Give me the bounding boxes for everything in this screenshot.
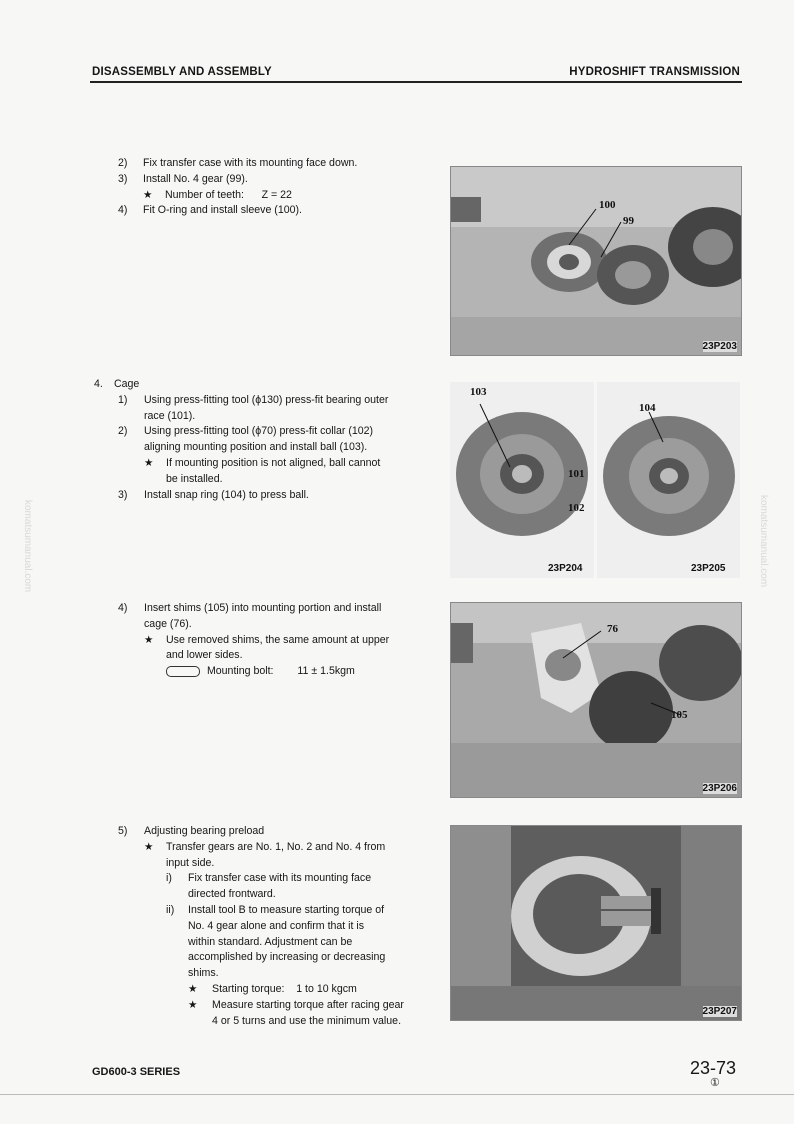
section-shims — [118, 601, 434, 680]
figure-code: 23P203 — [702, 341, 737, 352]
callout-105: 105 — [671, 709, 688, 721]
line: aligning mounting position and install ball (103). — [144, 441, 368, 454]
line: shims. — [188, 967, 219, 980]
line: ★ If mounting position is not aligned, ball cannot — [144, 456, 381, 469]
line: 2) Using press-fitting tool (ϕ70) press-fit collar (102) — [118, 425, 374, 438]
figure-23p205 — [597, 382, 740, 578]
figure-23p204 — [450, 382, 594, 578]
line: accomplished by increasing or decreasing — [188, 951, 386, 964]
callout-99: 99 — [623, 215, 634, 227]
torque-wrench-icon — [166, 666, 200, 677]
bottom-rule — [0, 1094, 794, 1095]
note: ★ Use removed shims, the same amount at upper — [144, 633, 390, 646]
step-2: 2) Fix transfer case with its mounting face down. — [118, 157, 358, 169]
torque-spec: Mounting bolt: 11 ± 1.5kgm — [118, 664, 434, 680]
figure-23p206 — [450, 602, 742, 798]
section-cage — [94, 377, 434, 503]
footer-series: GD600-3 SERIES — [92, 1066, 181, 1078]
watermark-right: komatsumanual.com — [758, 495, 769, 588]
step-3: 3) Install No. 4 gear (99). — [118, 172, 248, 185]
line: 4 or 5 turns and use the minimum value. — [212, 1014, 402, 1027]
line: within standard. Adjustment can be — [188, 935, 353, 948]
note-teeth: ★ Number of teeth: Z = 22 — [143, 188, 292, 201]
callout-102: 102 — [568, 502, 585, 514]
callout-76: 76 — [607, 623, 618, 635]
step-4: 4) Fit O-ring and install sleeve (100). — [118, 204, 302, 217]
note: ★ Transfer gears are No. 1, No. 2 and No. 4 from — [144, 840, 386, 853]
watermark-left: komatsumanual.com — [22, 500, 33, 593]
revision-mark: ① — [710, 1077, 720, 1089]
figure-23p203 — [450, 166, 742, 356]
header-left: DISASSEMBLY AND ASSEMBLY — [92, 66, 272, 78]
figure-code: 23P205 — [691, 563, 726, 574]
line: 3) Install snap ring (104) to press ball. — [118, 488, 309, 501]
line: race (101). — [144, 409, 196, 422]
section-block-1 — [118, 156, 438, 219]
line: No. 4 gear alone and confirm that it is — [188, 919, 365, 932]
line: directed frontward. — [188, 888, 276, 901]
note-measure: ★ Measure starting torque after racing gear — [188, 998, 404, 1011]
figure-23p207 — [450, 825, 742, 1021]
line: and lower sides. — [166, 649, 243, 662]
callout-104: 104 — [639, 402, 656, 414]
line: be installed. — [166, 472, 223, 485]
figure-code: 23P206 — [702, 783, 737, 794]
section-title: 4. Cage — [94, 378, 140, 390]
header-rule — [90, 81, 742, 83]
section-preload — [118, 824, 434, 1029]
substep-i: i) Fix transfer case with its mounting face — [166, 872, 372, 885]
line: 1) Using press-fitting tool (ϕ130) press-fit bearing outer — [118, 393, 389, 406]
step-4: 4) Insert shims (105) into mounting portion and install — [118, 602, 382, 614]
line: input side. — [166, 856, 215, 869]
header-right: HYDROSHIFT TRANSMISSION — [569, 66, 740, 78]
figure-code: 23P204 — [548, 563, 583, 574]
line: cage (76). — [144, 617, 192, 630]
callout-101: 101 — [568, 468, 585, 480]
substep-ii: ii) Install tool B to measure starting torque of — [166, 903, 385, 916]
step-5: 5) Adjusting bearing preload — [118, 825, 265, 837]
callout-103: 103 — [470, 386, 487, 398]
page-number: 23-73 — [690, 1058, 737, 1078]
callout-100: 100 — [599, 199, 616, 211]
figure-code: 23P207 — [702, 1006, 737, 1017]
note-torque: ★ Starting torque: 1 to 10 kgcm — [188, 982, 357, 995]
